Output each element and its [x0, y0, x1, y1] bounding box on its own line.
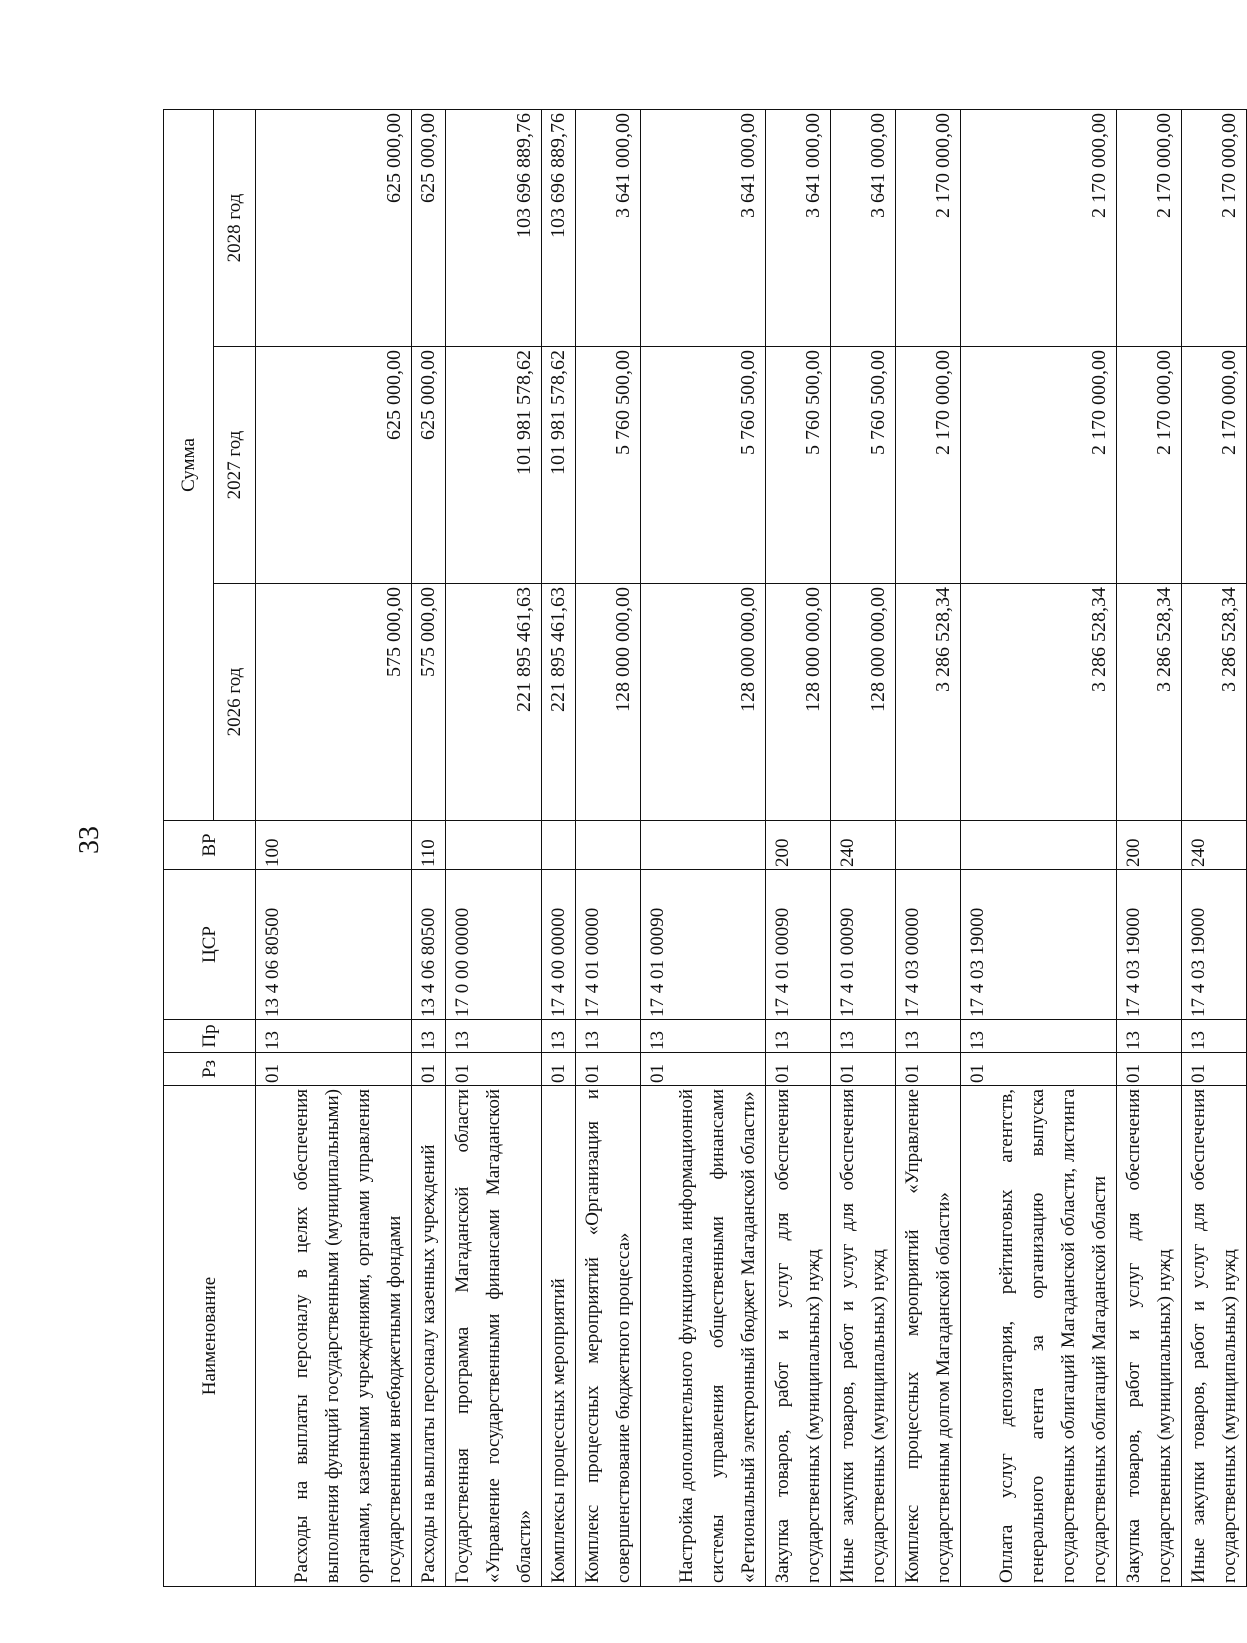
row-vr: 240 — [1182, 821, 1247, 870]
row-name: Настройка дополнительного функционала информационной системы управления общественными финансами «Региональный электронный бюджет Магаданской области» — [641, 1086, 766, 1587]
row-2026: 575 000,00 — [412, 584, 446, 821]
row-csr: 17 4 00 00000 — [542, 870, 576, 1020]
row-rz: 01 — [542, 1053, 576, 1086]
header-2026: 2026 год — [214, 584, 256, 821]
table-row — [961, 109, 1117, 1586]
row-2027: 5 760 500,00 — [831, 347, 896, 584]
row-vr — [576, 821, 641, 870]
header-csr: ЦСР — [164, 870, 256, 1020]
row-name: Расходы на выплаты персоналу казенных учреждений — [412, 1086, 446, 1587]
row-csr: 13 4 06 80500 — [256, 870, 412, 1020]
row-2027: 101 981 578,62 — [542, 347, 576, 584]
table-row — [256, 109, 412, 1586]
header-2028: 2028 год — [214, 109, 256, 346]
budget-table-container — [163, 110, 1240, 1587]
row-2028: 3 641 000,00 — [831, 109, 896, 346]
row-2028: 3 641 000,00 — [576, 109, 641, 346]
row-pr: 13 — [542, 1020, 576, 1053]
row-2028: 103 696 889,76 — [542, 109, 576, 346]
row-2026: 3 286 528,34 — [1117, 584, 1182, 821]
row-2026: 3 286 528,34 — [1182, 584, 1247, 821]
row-pr: 13 — [896, 1020, 961, 1053]
table-row — [446, 109, 542, 1586]
row-csr: 17 4 03 19000 — [1182, 870, 1247, 1020]
row-csr: 17 0 00 00000 — [446, 870, 542, 1020]
row-2028: 2 170 000,00 — [961, 109, 1117, 346]
row-2026: 575 000,00 — [256, 584, 412, 821]
row-pr: 13 — [446, 1020, 542, 1053]
row-2026: 128 000 000,00 — [576, 584, 641, 821]
row-csr: 17 4 01 00090 — [766, 870, 831, 1020]
table-row — [766, 109, 831, 1586]
row-name: Закупка товаров, работ и услуг для обеспечения государственных (муниципальных) нужд — [766, 1086, 831, 1587]
table-row — [412, 109, 446, 1586]
row-2027: 2 170 000,00 — [1182, 347, 1247, 584]
row-vr — [446, 821, 542, 870]
table-row — [576, 109, 641, 1586]
row-2027: 625 000,00 — [256, 347, 412, 584]
row-pr: 13 — [1117, 1020, 1182, 1053]
row-rz: 01 — [961, 1053, 1117, 1086]
row-pr: 13 — [412, 1020, 446, 1053]
row-pr: 13 — [641, 1020, 766, 1053]
row-2028: 3 641 000,00 — [641, 109, 766, 346]
row-2027: 5 760 500,00 — [641, 347, 766, 584]
row-2027: 5 760 500,00 — [576, 347, 641, 584]
row-name: Оплата услуг депозитария, рейтинговых агентств, генерального агента за организацию выпуска государственных облигаций Магаданской области, листинга государственных облигаций Магаданской области — [961, 1086, 1117, 1587]
row-2028: 2 170 000,00 — [1182, 109, 1247, 346]
row-vr — [961, 821, 1117, 870]
row-2028: 625 000,00 — [256, 109, 412, 346]
row-rz: 01 — [446, 1053, 542, 1086]
row-2026: 3 286 528,34 — [961, 584, 1117, 821]
header-2027: 2027 год — [214, 347, 256, 584]
row-csr: 17 4 03 00000 — [896, 870, 961, 1020]
header-pr: Пр — [164, 1020, 256, 1053]
row-name: Комплекс процессных мероприятий «Организация и совершенствование бюджетного процесса» — [576, 1086, 641, 1587]
header-vr: ВР — [164, 821, 256, 870]
row-csr: 17 4 01 00090 — [641, 870, 766, 1020]
row-2026: 3 286 528,34 — [896, 584, 961, 821]
row-csr: 13 4 06 80500 — [412, 870, 446, 1020]
row-rz: 01 — [412, 1053, 446, 1086]
row-vr — [641, 821, 766, 870]
row-2027: 625 000,00 — [412, 347, 446, 584]
row-csr: 17 4 01 00090 — [831, 870, 896, 1020]
row-2027: 2 170 000,00 — [961, 347, 1117, 584]
row-pr: 13 — [256, 1020, 412, 1053]
rotated-table-frame — [163, 110, 1240, 1587]
row-2026: 128 000 000,00 — [831, 584, 896, 821]
header-rz: Рз — [164, 1053, 256, 1086]
table-row — [896, 109, 961, 1586]
header-name: Наименование — [164, 1086, 256, 1587]
row-name: Расходы на выплаты персоналу в целях обеспечения выполнения функций государственными (муниципальными) органами, казенными учреждениями, органами управления государственными внебюджетными фондами — [256, 1086, 412, 1587]
row-2027: 5 760 500,00 — [766, 347, 831, 584]
row-name: Иные закупки товаров, работ и услуг для обеспечения государственных (муниципальных) нужд — [831, 1086, 896, 1587]
row-vr — [542, 821, 576, 870]
page-number: 33 — [74, 826, 105, 854]
row-name: Государственная программа Магаданской области «Управление государственными финансами Магаданской области» — [446, 1086, 542, 1587]
row-pr: 13 — [831, 1020, 896, 1053]
row-name: Закупка товаров, работ и услуг для обеспечения государственных (муниципальных) нужд — [1117, 1086, 1182, 1587]
row-csr: 17 4 03 19000 — [1117, 870, 1182, 1020]
budget-table — [163, 109, 1247, 1587]
row-pr: 13 — [1182, 1020, 1247, 1053]
row-vr: 110 — [412, 821, 446, 870]
row-vr: 200 — [766, 821, 831, 870]
row-rz: 01 — [641, 1053, 766, 1086]
table-row — [542, 109, 576, 1586]
row-2026: 221 895 461,63 — [446, 584, 542, 821]
row-rz: 01 — [1182, 1053, 1247, 1086]
row-vr: 200 — [1117, 821, 1182, 870]
row-name: Иные закупки товаров, работ и услуг для обеспечения государственных (муниципальных) нужд — [1182, 1086, 1247, 1587]
row-rz: 01 — [576, 1053, 641, 1086]
row-vr: 100 — [256, 821, 412, 870]
row-name: Комплекс процессных мероприятий «Управление государственным долгом Магаданской области» — [896, 1086, 961, 1587]
row-2028: 103 696 889,76 — [446, 109, 542, 346]
row-2028: 625 000,00 — [412, 109, 446, 346]
row-2028: 3 641 000,00 — [766, 109, 831, 346]
row-2026: 221 895 461,63 — [542, 584, 576, 821]
row-pr: 13 — [961, 1020, 1117, 1053]
row-rz: 01 — [831, 1053, 896, 1086]
row-vr: 240 — [831, 821, 896, 870]
row-2026: 128 000 000,00 — [641, 584, 766, 821]
header-sum: Сумма — [164, 109, 214, 820]
row-vr — [896, 821, 961, 870]
row-rz: 01 — [1117, 1053, 1182, 1086]
row-pr: 13 — [576, 1020, 641, 1053]
table-row — [831, 109, 896, 1586]
row-csr: 17 4 01 00000 — [576, 870, 641, 1020]
row-2026: 128 000 000,00 — [766, 584, 831, 821]
row-2027: 2 170 000,00 — [896, 347, 961, 584]
row-2028: 2 170 000,00 — [1117, 109, 1182, 346]
row-name: Комплексы процессных мероприятий — [542, 1086, 576, 1587]
table-row — [1117, 109, 1182, 1586]
row-pr: 13 — [766, 1020, 831, 1053]
row-rz: 01 — [256, 1053, 412, 1086]
row-rz: 01 — [766, 1053, 831, 1086]
row-2028: 2 170 000,00 — [896, 109, 961, 346]
row-csr: 17 4 03 19000 — [961, 870, 1117, 1020]
row-2027: 101 981 578,62 — [446, 347, 542, 584]
table-row — [1182, 109, 1247, 1586]
row-rz: 01 — [896, 1053, 961, 1086]
row-2027: 2 170 000,00 — [1117, 347, 1182, 584]
table-row — [641, 109, 766, 1586]
